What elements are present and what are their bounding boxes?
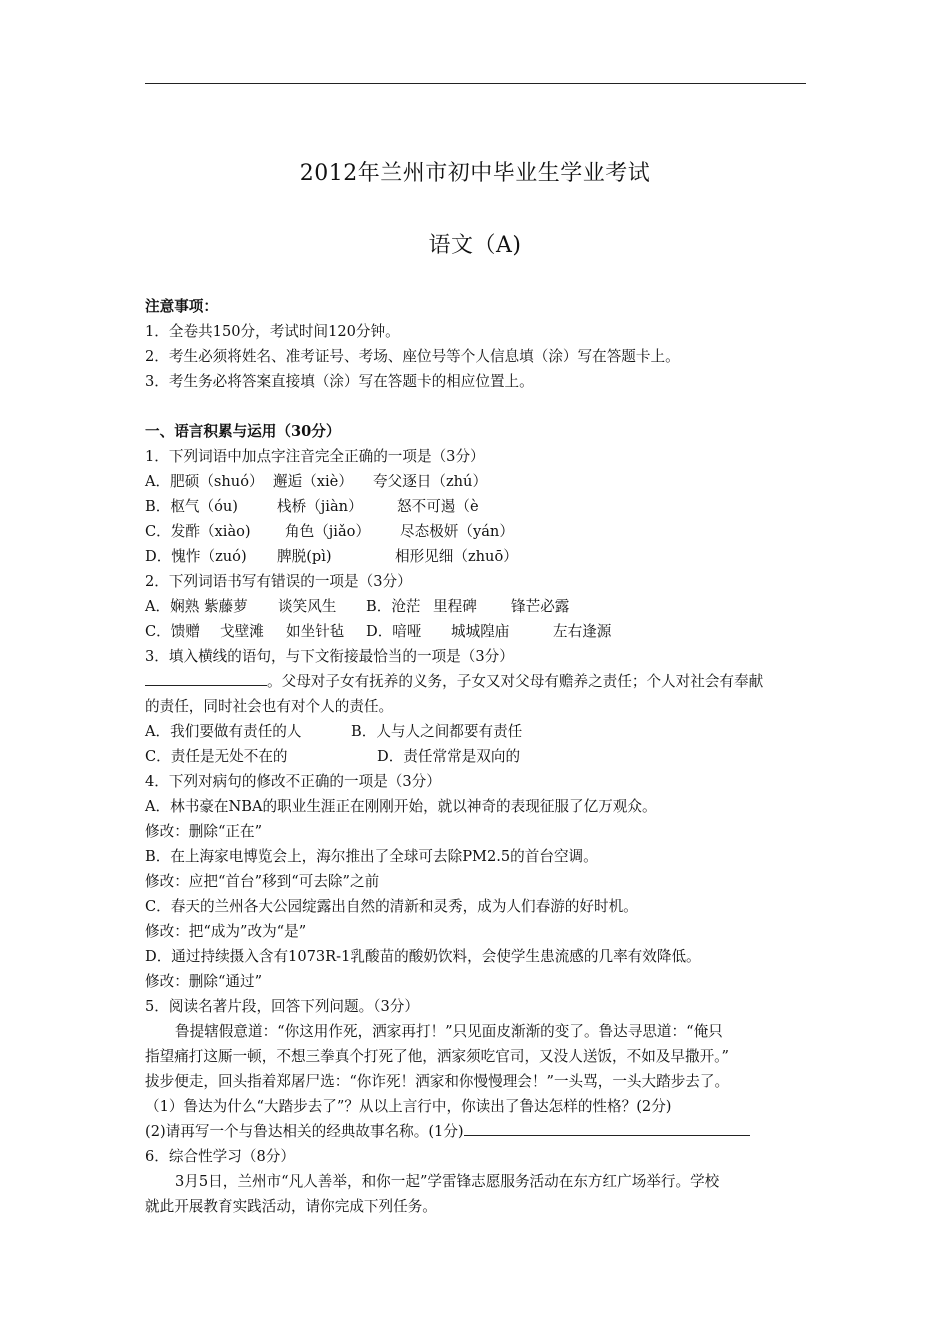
notice-heading: 注意事项： (145, 298, 218, 315)
question-option (145, 519, 810, 544)
question-option (145, 544, 810, 569)
question-stem: 2．下列词语书写有错误的一项是（3分） (145, 573, 412, 590)
option-part: 尽态极妍（yán） (400, 523, 514, 540)
section-heading: 一、语言积累与运用（30分） (145, 423, 341, 440)
question-line: C．春天的兰州各大公园绽露出自然的清新和灵秀，成为人们春游的好时机。 (145, 898, 638, 915)
question-stem: 1．下列词语中加点字注音完全正确的一项是（3分） (145, 448, 485, 465)
option-part: 相形见细（zhuō） (395, 548, 518, 565)
question-option (145, 619, 810, 644)
option-part: D．责任常常是双向的 (377, 748, 521, 765)
question-line: 修改：删除“正在” (145, 823, 263, 840)
passage-line (145, 669, 810, 694)
question-option (145, 469, 810, 494)
passage-line: 拔步便走，回头指着郑屠尸选：“你诈死！洒家和你慢慢理会！”一头骂，一头大踏步去了。 (145, 1073, 730, 1090)
question-stem: 6．综合性学习（8分） (145, 1148, 295, 1165)
answer-blank[interactable] (464, 1121, 750, 1136)
spacer (145, 394, 810, 419)
passage-line: 指望痛打这厮一顿，不想三拳真个打死了他，洒家须吃官司，又没人送饭，不如及早撒开。” (145, 1048, 729, 1065)
question-line: 修改：把“成为”改为“是” (145, 923, 307, 940)
question-line: D．通过持续摄入含有1073R-1乳酸苗的酸奶饮料，会使学生患流感的几率有效降低。 (145, 948, 701, 965)
option-part: 角色（jiǎo） (285, 523, 371, 540)
notice-item: 3．考生务必将答案直接填（涂）写在答题卡的相应位置上。 (145, 373, 534, 390)
header-rule (145, 83, 806, 84)
question-stem: 4．下列对病句的修改不正确的一项是（3分） (145, 773, 441, 790)
option-part: A．我们要做有责任的人 (145, 723, 302, 740)
option-part: B．人与人之间都要有责任 (351, 723, 523, 740)
question-line: 修改：删除“通过” (145, 973, 263, 990)
sub-question (145, 1119, 810, 1144)
option-part: B．枢气（óu) (145, 498, 238, 515)
question-option (145, 494, 810, 519)
option-part: 夸父逐日（zhú） (373, 473, 488, 490)
option-part: 里程碑 (433, 598, 477, 615)
option-part: 戈壁滩 (220, 623, 264, 640)
option-part: C．馈赠 (145, 623, 200, 640)
option-part: A．肥硕（shuó） (145, 473, 264, 490)
question-stem: 3．填入横线的语句，与下文衔接最恰当的一项是（3分） (145, 648, 514, 665)
passage-line: 就此开展教育实践活动，请你完成下列任务。 (145, 1198, 437, 1215)
option-part: 谈笑风生 (278, 598, 337, 615)
option-part: 脾脱(pì) (277, 548, 332, 565)
notice-item: 1．全卷共150分，考试时间120分钟。 (145, 323, 400, 340)
exam-subtitle: 语文（A) (428, 233, 522, 258)
option-part: 如坐针毡 (286, 623, 345, 640)
question-option (145, 719, 810, 744)
option-part: B．沧茫 (366, 598, 421, 615)
question-option (145, 594, 810, 619)
sub-question-text: (2)请再写一个与鲁达相关的经典故事名称。(1分) (145, 1123, 464, 1140)
option-part: D．喑哑 (366, 623, 422, 640)
option-part: A．娴熟 紫藤萝 (145, 598, 248, 615)
passage-text: 。父母对子女有抚养的义务，子女又对父母有赡养之责任；个人对社会有奉献 (267, 673, 764, 690)
question-option (145, 744, 810, 769)
fill-blank[interactable] (145, 671, 267, 686)
option-part: C．责任是无处不在的 (145, 748, 288, 765)
exam-title: 2012年兰州市初中毕业生学业考试 (299, 161, 651, 186)
passage-line: 鲁提辖假意道：“你这用作死，洒家再打！”只见面皮渐渐的变了。鲁达寻思道：“俺只 (175, 1023, 723, 1040)
question-stem: 5．阅读名著片段，回答下列问题。（3分） (145, 998, 419, 1015)
option-part: 栈桥（jiàn） (277, 498, 363, 515)
passage-line: 的责任，同时社会也有对个人的责任。 (145, 698, 394, 715)
option-part: 邂逅（xiè） (273, 473, 353, 490)
passage-line: 3月5日，兰州市“凡人善举，和你一起”学雷锋志愿服务活动在东方红广场举行。学校 (175, 1173, 720, 1190)
question-line: A．林书豪在NBA的职业生涯正在刚刚开始，就以神奇的表现征服了亿万观众。 (145, 798, 657, 815)
notice-item: 2．考生必须将姓名、准考证号、考场、座位号等个人信息填（涂）写在答题卡上。 (145, 348, 680, 365)
option-part: C．发酢（xiào) (145, 523, 251, 540)
option-part: 锋芒必露 (511, 598, 570, 615)
option-part: 城城隍庙 (451, 623, 510, 640)
question-line: 修改：应把“首台”移到“可去除”之前 (145, 873, 380, 890)
option-part: D．愧怍（zuó) (145, 548, 247, 565)
sub-question: （1）鲁达为什么“大踏步去了”？从以上言行中，你读出了鲁达怎样的性格？(2分) (145, 1098, 672, 1115)
option-part: 左右逢源 (553, 623, 612, 640)
option-part: 怒不可遏（è (397, 498, 479, 515)
exam-body (145, 294, 810, 1219)
question-line: B．在上海家电博览会上，海尔推出了全球可去除PM2.5的首台空调。 (145, 848, 598, 865)
